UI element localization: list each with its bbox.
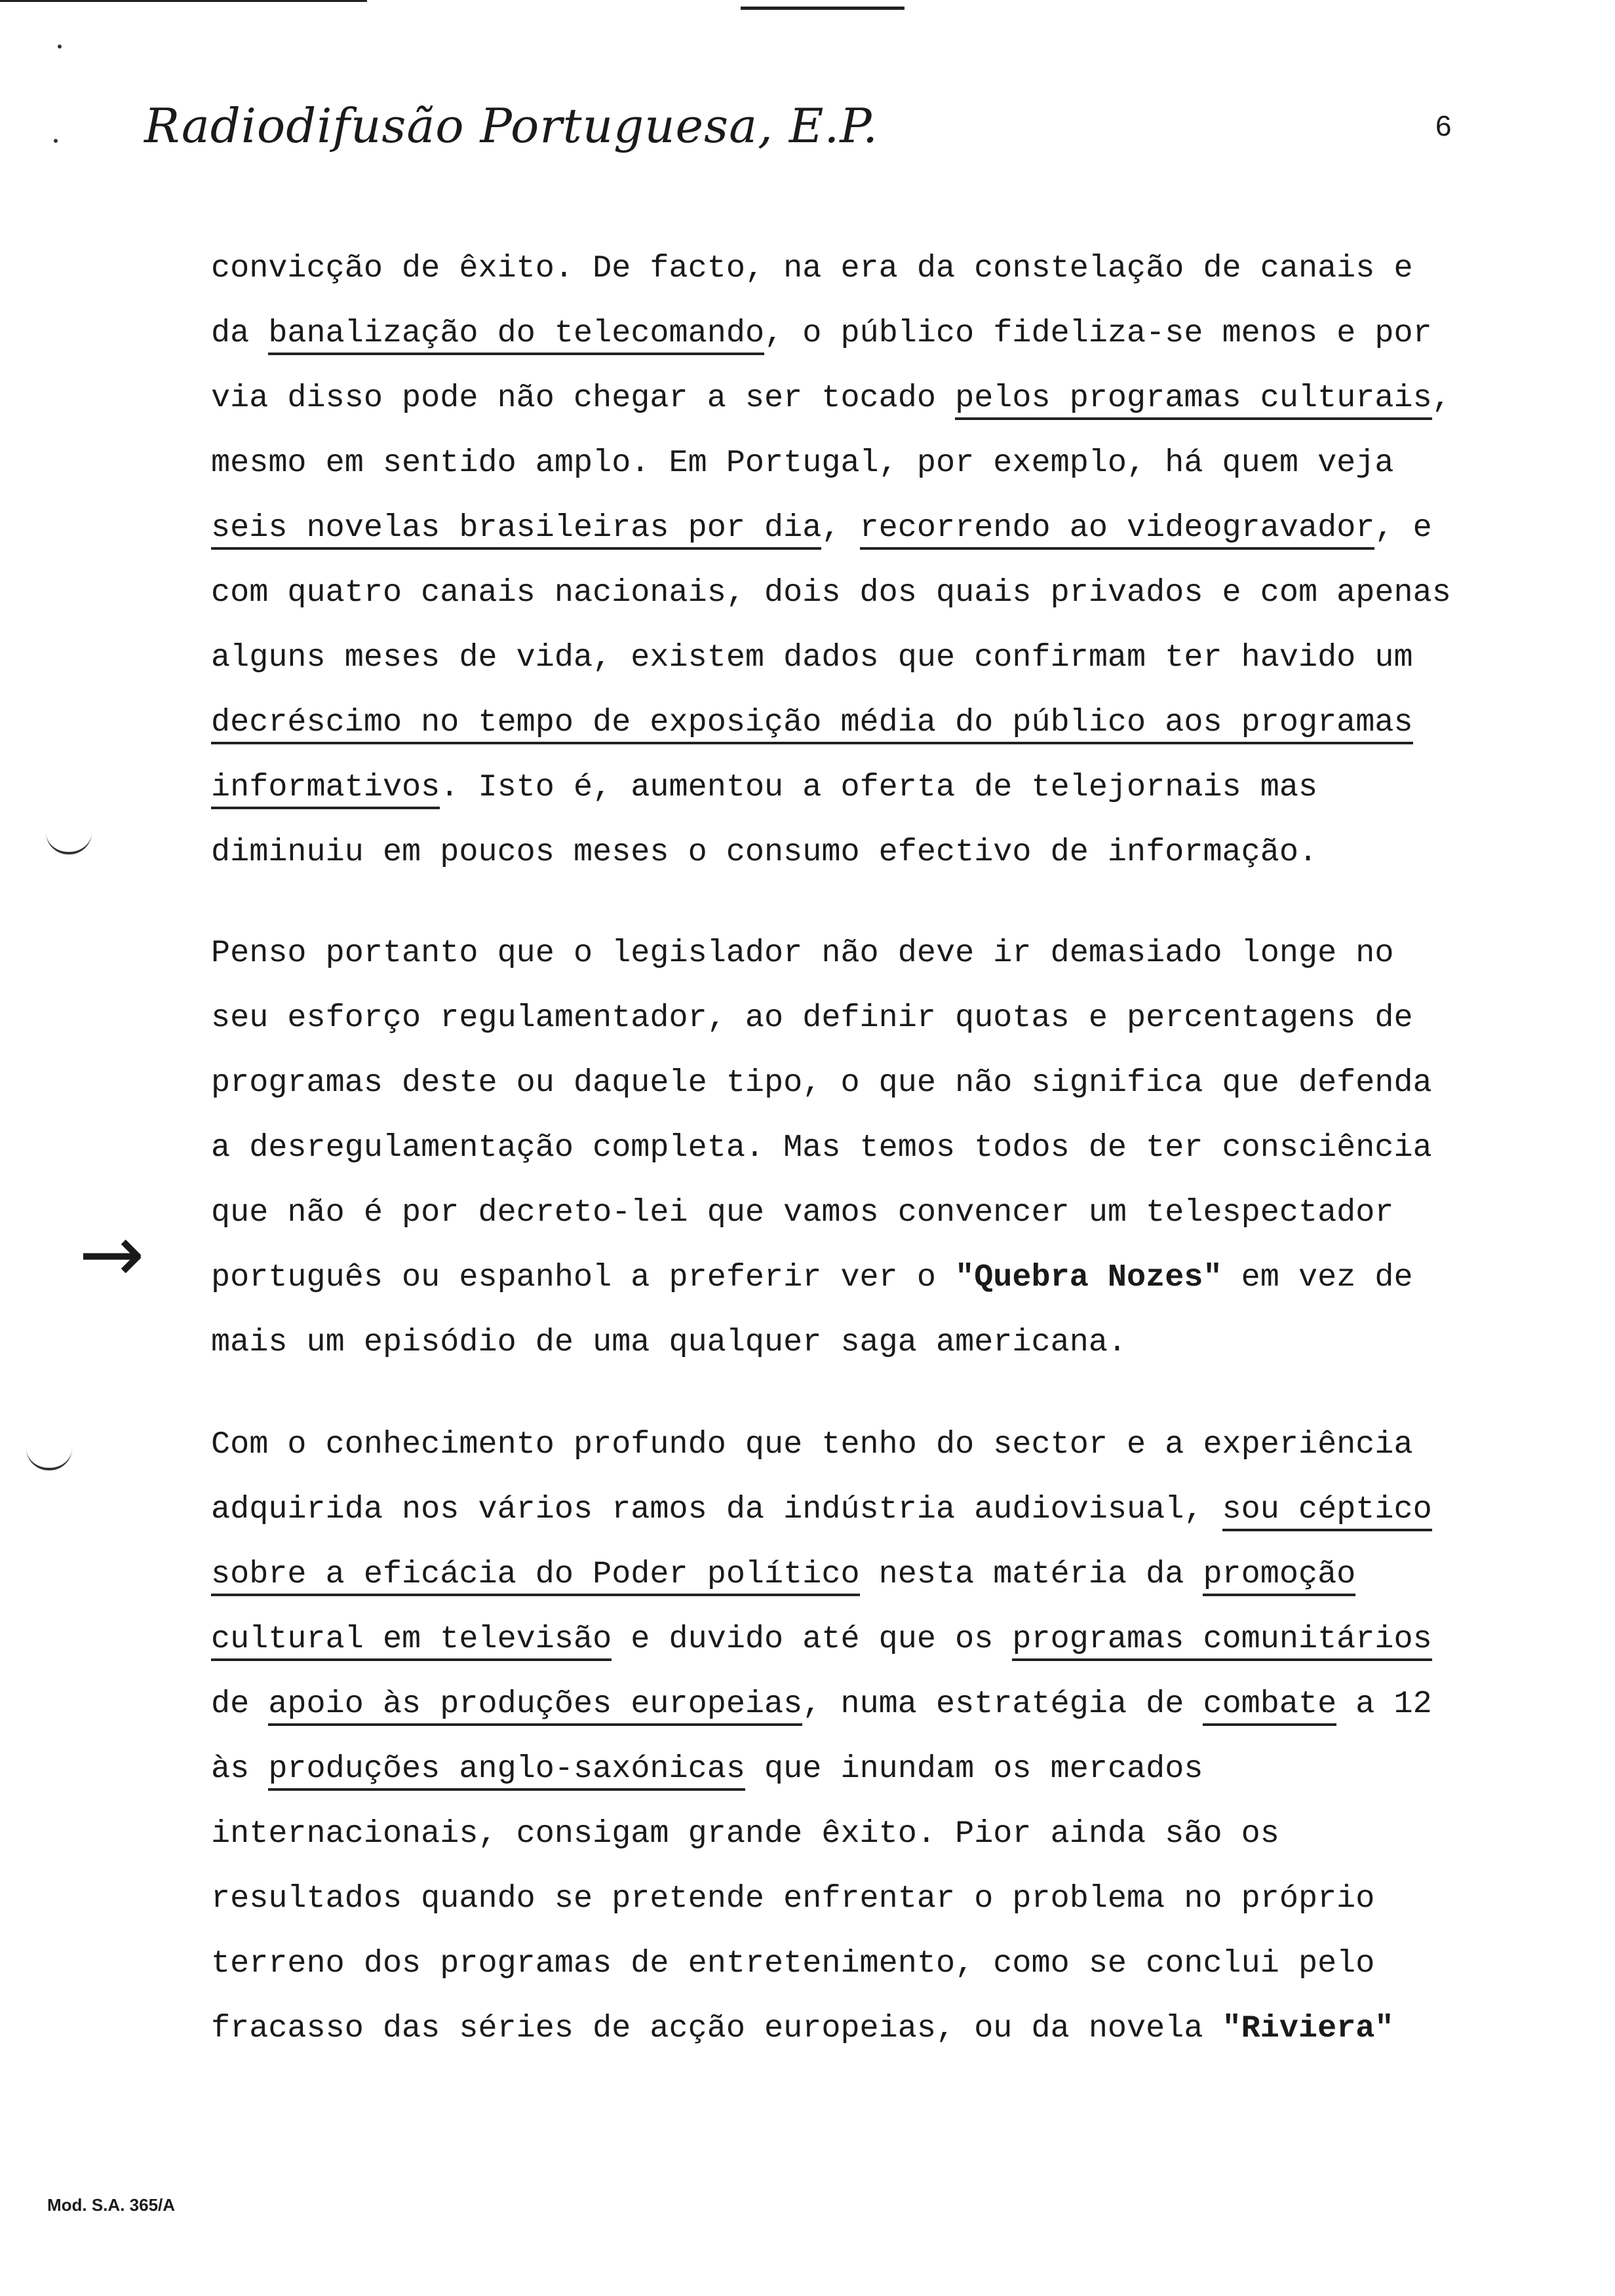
text-line: português ou espanhol a preferir ver o "Quebra Nozes" em vez de [211,1259,1413,1295]
text-line: sobre a eficácia do Poder político nesta matéria da promoção [211,1542,1432,1607]
underlined-phrase: cultural em televisão [211,1621,612,1661]
text-line: a desregulamentação completa. Mas temos todos de ter consciência [211,1130,1432,1166]
text-line: informativos. Isto é, aumentou a oferta de telejornais mas [211,755,1451,820]
text-line: diminuiu em poucos meses o consumo efectivo de informação. [211,834,1318,870]
margin-arrow-icon: → [79,1209,145,1300]
text-line: Penso portanto que o legislador não deve ir demasiado longe no [211,935,1394,971]
underlined-phrase: promoção [1203,1556,1355,1596]
underlined-phrase: produções anglo-saxónicas [268,1751,745,1791]
text-line: cultural em televisão e duvido até que os programas comunitários [211,1607,1432,1672]
margin-dot [58,45,62,48]
underlined-phrase: seis novelas brasileiras por dia [211,510,821,550]
text-line: mesmo em sentido amplo. Em Portugal, por exemplo, há quem veja [211,445,1394,481]
text-line: resultados quando se pretende enfrentar o problema no próprio [211,1881,1375,1917]
underlined-phrase: banalização do telecomando [268,315,764,355]
top-rule-left [0,0,367,2]
emphasized-title: "Quebra Nozes" [955,1259,1222,1295]
underlined-phrase: pelos programas culturais [955,380,1432,420]
text-line: programas deste ou daquele tipo, o que não significa que defenda [211,1065,1432,1101]
margin-check-mark [46,832,92,854]
margin-dot [54,139,58,143]
text-line: de apoio às produções europeias, numa estratégia de combate a 12 [211,1672,1432,1736]
text-line: com quatro canais nacionais, dois dos quais privados e com apenas [211,575,1451,611]
text-line: alguns meses de vida, existem dados que confirmam ter havido um [211,640,1413,676]
underlined-phrase: apoio às produções europeias [268,1686,802,1726]
margin-check-mark [26,1448,72,1470]
emphasized-title: "Riviera" [1222,2010,1394,2046]
underlined-phrase: combate [1203,1686,1336,1726]
text-line: seu esforço regulamentador, ao definir quotas e percentagens de [211,1000,1413,1036]
underlined-phrase: recorrendo ao videogravador [860,510,1375,550]
text-line: fracasso das séries de acção europeias, ou da novela "Riviera" [211,2010,1394,2046]
text-line: Com o conhecimento profundo que tenho do sector e a experiência [211,1426,1413,1463]
page-number: 6 [1435,110,1452,142]
form-code: Mod. S.A. 365/A [47,2195,176,2215]
paragraph-1 [211,236,1451,885]
underlined-phrase: informativos [211,769,440,809]
paragraph-3 [211,1412,1432,2061]
text-line: via disso pode não chegar a ser tocado pelos programas culturais, [211,366,1451,430]
text-line: da banalização do telecomando, o público fideliza-se menos e por [211,301,1451,366]
letterhead-logo: Radiodifusão Portuguesa, E.P. [144,98,879,153]
underlined-phrase: sou céptico [1222,1491,1432,1531]
text-line: mais um episódio de uma qualquer saga americana. [211,1324,1127,1360]
underlined-phrase: sobre a eficácia do Poder político [211,1556,860,1596]
text-line: terreno dos programas de entretenimento, como se conclui pelo [211,1945,1375,1981]
top-rule-center [741,7,905,10]
text-line: seis novelas brasileiras por dia, recorrendo ao videogravador, e [211,495,1451,560]
text-line: adquirida nos vários ramos da indústria audiovisual, sou céptico [211,1477,1432,1542]
text-line: convicção de êxito. De facto, na era da constelação de canais e [211,250,1413,286]
underlined-phrase: decréscimo no tempo de exposição média do público aos programas [211,704,1413,744]
paragraph-2 [211,921,1432,1375]
text-line: internacionais, consigam grande êxito. Pior ainda são os [211,1816,1279,1852]
text-line [211,690,1451,755]
text-line: que não é por decreto-lei que vamos convencer um telespectador [211,1195,1394,1231]
underlined-phrase: programas comunitários [1012,1621,1431,1661]
text-line: às produções anglo-saxónicas que inundam os mercados [211,1736,1432,1801]
